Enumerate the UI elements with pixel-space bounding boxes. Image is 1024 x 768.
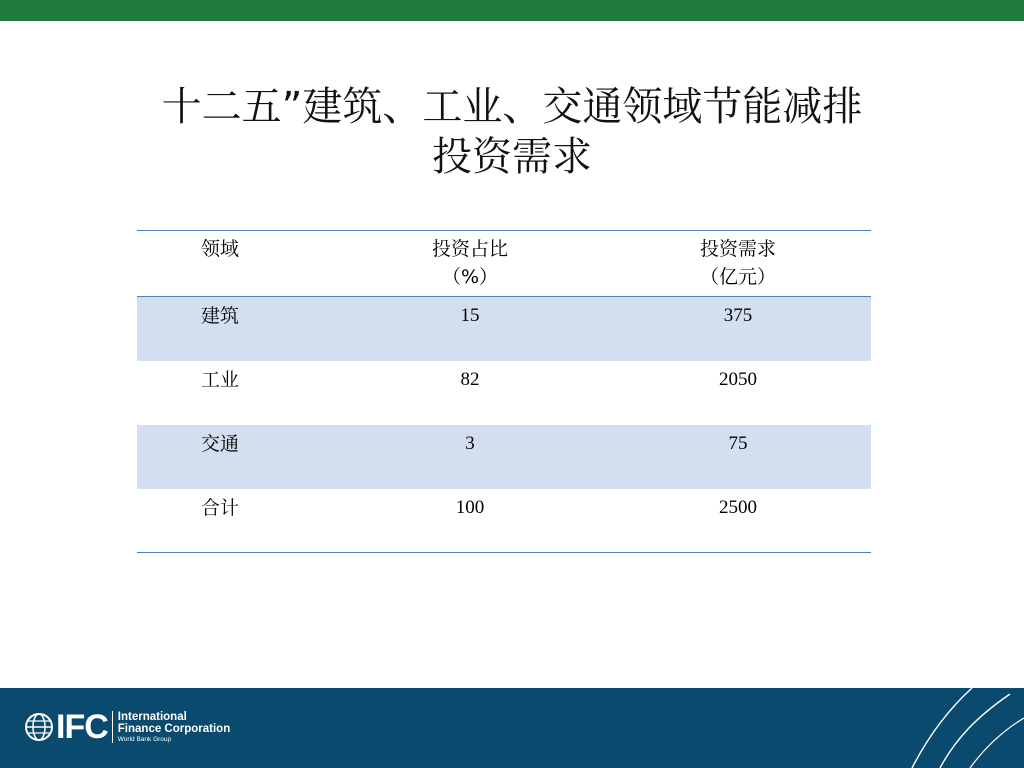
table-row-total xyxy=(137,489,871,553)
cell-sector: 交通 xyxy=(201,432,240,455)
header-share: 投资占比 （%） xyxy=(335,231,605,297)
cell-share: 3 xyxy=(465,432,475,454)
decorative-swoosh xyxy=(900,688,1024,768)
cell-sector: 建筑 xyxy=(201,305,240,327)
slide-title xyxy=(90,82,934,182)
logo-mark: IFC xyxy=(56,708,108,746)
table-row xyxy=(137,425,871,489)
ifc-globe-icon xyxy=(24,712,54,742)
cell-demand: 2050 xyxy=(719,368,757,390)
slide-title-line-2: 投资需求 xyxy=(432,134,592,180)
table-header-row xyxy=(137,231,871,297)
cell-demand: 375 xyxy=(723,305,753,326)
slide-title-line-1: 十二五”建筑、工业、交通领域节能减排 xyxy=(161,84,863,130)
investment-table xyxy=(137,230,871,553)
cell-sector: 工业 xyxy=(201,368,240,391)
header-sector: 领域 xyxy=(137,231,335,297)
logo-divider xyxy=(112,711,113,743)
table-row xyxy=(137,361,871,425)
logo-text-line-2: Finance Corporation xyxy=(117,722,231,735)
table-row xyxy=(137,297,871,361)
cell-demand: 75 xyxy=(728,432,748,454)
logo-text-line-3: World Bank Group xyxy=(117,735,172,743)
cell-share: 100 xyxy=(335,489,605,553)
ifc-logo xyxy=(24,709,230,745)
header-demand: 投资需求 （亿元） xyxy=(605,231,871,297)
cell-share: 15 xyxy=(460,305,480,326)
cell-sector: 合计 xyxy=(137,489,335,553)
logo-text-line-1: International xyxy=(117,710,187,723)
cell-share: 82 xyxy=(460,368,480,390)
top-accent-bar xyxy=(0,0,1024,21)
logo-text xyxy=(118,711,230,744)
cell-demand: 2500 xyxy=(605,489,871,553)
